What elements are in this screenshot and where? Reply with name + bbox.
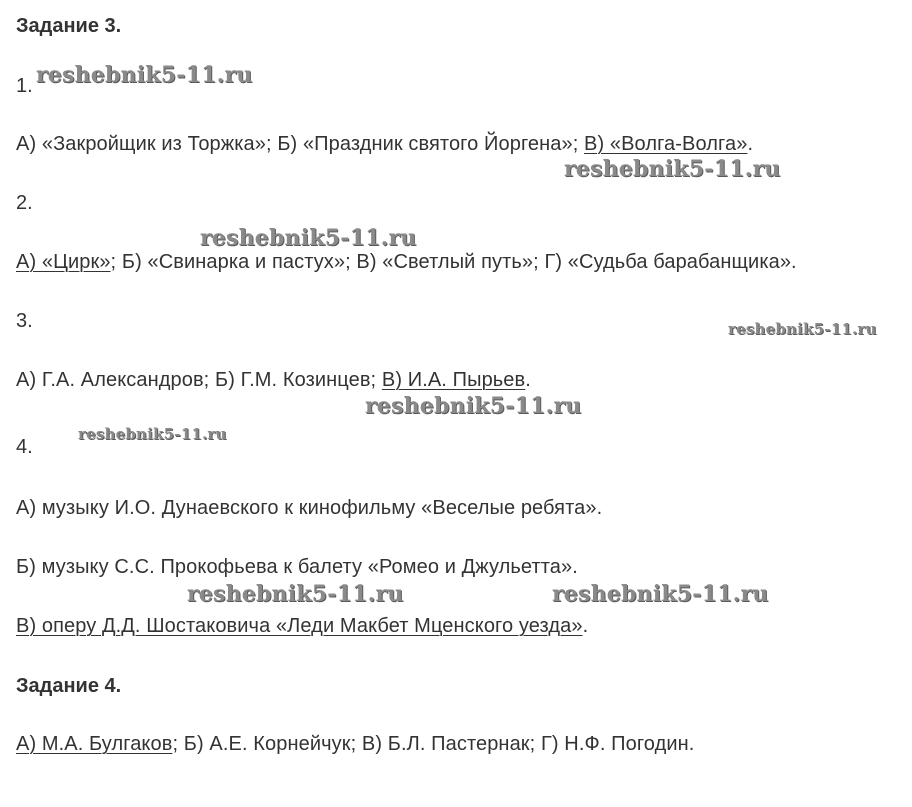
q2-option-a-correct: А) «Цирк» [16,251,111,273]
q4-answer-a: А) музыку И.О. Дунаевского к кинофильму «Веселые ребята». [16,497,603,519]
task4-option-a-correct: А) М.А. Булгаков [16,733,173,755]
watermark: reshebnik5-11.ru [200,225,417,251]
q1-answer-line [16,133,753,156]
q1-option-b: Б) «Праздник святого Йоргена»; [277,133,585,155]
watermark: reshebnik5-11.ru [728,320,877,338]
q3-answer-line [16,369,531,392]
q2-number: 2. [16,192,33,214]
q1-option-a: А) «Закройщик из Торжка»; [16,133,278,155]
q3-number: 3. [16,310,33,332]
watermark: reshebnik5-11.ru [187,581,404,607]
watermark: reshebnik5-11.ru [78,425,227,443]
watermark: reshebnik5-11.ru [365,393,582,419]
q1-period: . [747,133,754,155]
task4-heading: Задание 4. [16,675,122,697]
watermark: reshebnik5-11.ru [564,156,781,182]
q2-other-options: ; Б) «Свинарка и пастух»; В) «Светлый путь»; Г) «Судьба барабанщика». [110,251,797,273]
task4-other-options: ; Б) А.Е. Корнейчук; В) Б.Л. Пастернак; Г) Н.Ф. Погодин. [172,733,695,755]
q1-number: 1. [16,75,33,97]
q3-period: . [525,369,531,391]
watermark: reshebnik5-11.ru [552,581,769,607]
watermark: reshebnik5-11.ru [36,62,253,88]
task4-answer-line [16,733,694,756]
q3-option-c-correct: В) И.А. Пырьев [381,369,526,391]
q4-period: . [582,615,589,637]
q4-answer-c-correct: В) оперу Д.Д. Шостаковича «Леди Макбет Мценского уезда» [16,615,583,637]
q4-number: 4. [16,436,33,458]
q2-answer-line [16,251,797,274]
q3-options-ab: А) Г.А. Александров; Б) Г.М. Козинцев; [16,369,382,391]
q1-option-c-correct: В) «Волга-Волга» [584,133,748,155]
q4-answer-b: Б) музыку С.С. Прокофьева к балету «Ромео и Джульетта». [16,556,578,578]
q4-answer-c-line [16,615,588,638]
task3-heading: Задание 3. [16,15,122,37]
